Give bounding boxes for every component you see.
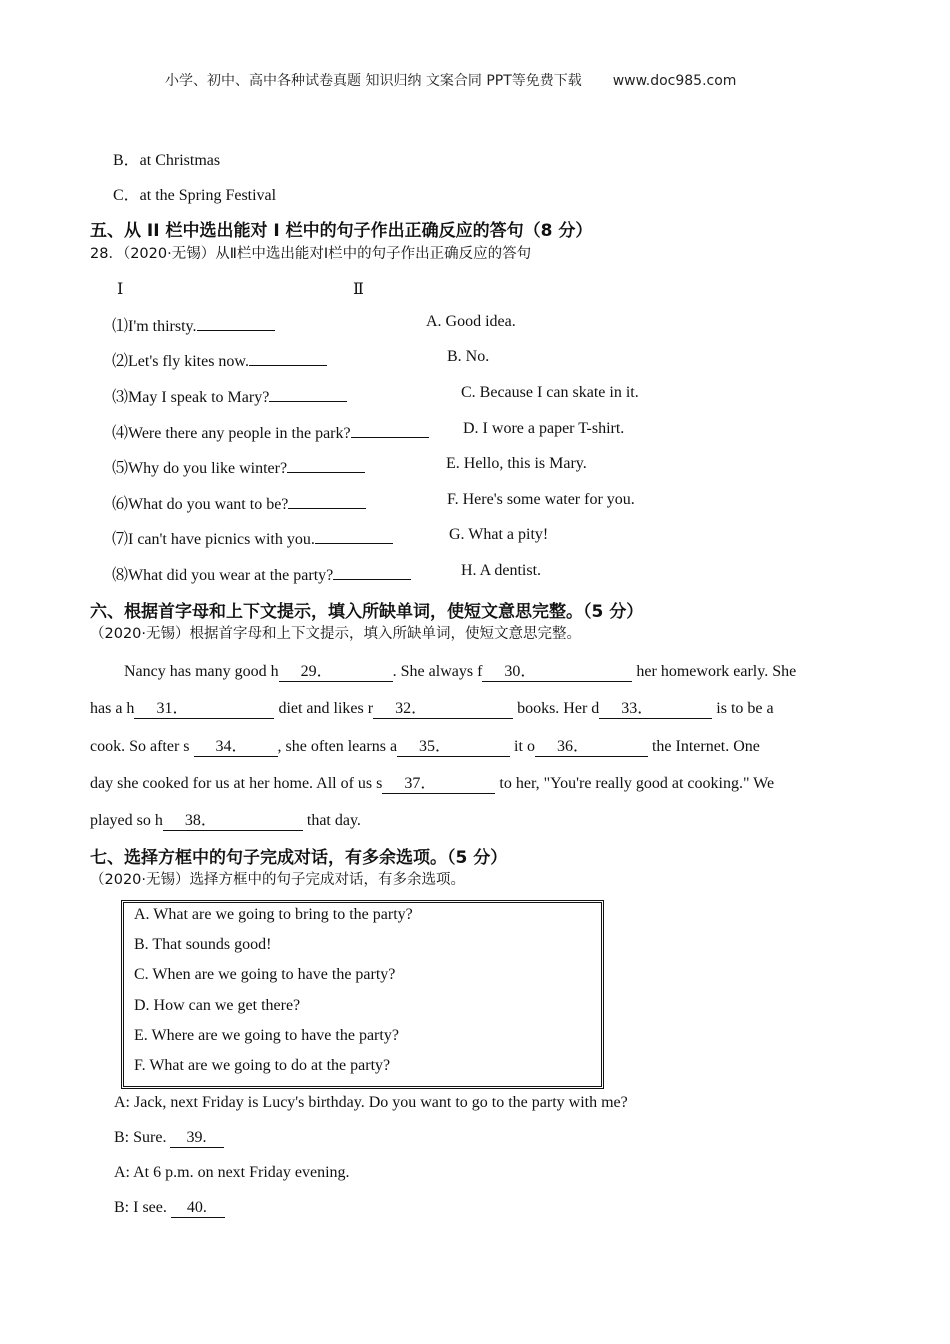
- passage-line-2: has a h 31． diet and likes r 32． books. Her d 33． is to be a: [90, 695, 774, 719]
- passage-line-4: day she cooked for us at her home. All of us s 37． to her, "You're really good at cooking." We: [90, 770, 774, 794]
- blank-38[interactable]: 38．: [163, 807, 303, 831]
- blank-40[interactable]: 40.: [171, 1199, 225, 1218]
- box-option-a: A. What are we going to bring to the party?: [134, 906, 413, 923]
- match-option-f: F. Here's some water for you.: [447, 491, 635, 508]
- dialogue-line-4: B: I see. 40.: [114, 1199, 225, 1218]
- match-item-4: ⑷Were there any people in the park?: [112, 420, 429, 443]
- blank-35[interactable]: 35．: [397, 733, 510, 757]
- option-b: B．at Christmas: [113, 152, 221, 169]
- match-item-2: ⑵Let's fly kites now.: [112, 348, 327, 371]
- dialogue-line-2: B: Sure. 39.: [114, 1129, 224, 1148]
- blank-32[interactable]: 32．: [373, 695, 513, 719]
- section7-title: 七、选择方框中的句子完成对话，有多余选项。（5 分）: [90, 848, 508, 868]
- answer-blank[interactable]: [288, 493, 366, 509]
- answer-blank[interactable]: [269, 386, 347, 402]
- passage-line-3: cook. So after s 34． , she often learns a 35． it o 36． the Internet. One: [90, 733, 760, 757]
- match-item-6: ⑹What do you want to be?: [112, 491, 366, 514]
- blank-29[interactable]: 29．: [279, 658, 393, 682]
- header-url: www.doc985.com: [612, 73, 737, 89]
- blank-31[interactable]: 31．: [134, 695, 274, 719]
- match-item-3: ⑶May I speak to Mary?: [112, 384, 347, 407]
- answer-blank[interactable]: [315, 528, 393, 544]
- match-option-a: A. Good idea.: [426, 313, 516, 330]
- answer-blank[interactable]: [333, 564, 411, 580]
- column-1-header: Ⅰ: [117, 281, 124, 298]
- box-option-c: C. When are we going to have the party?: [134, 966, 396, 983]
- blank-33[interactable]: 33．: [599, 695, 712, 719]
- match-item-5: ⑸Why do you like winter?: [112, 455, 365, 478]
- dialogue-line-1: A: Jack, next Friday is Lucy's birthday. Do you want to go to the party with me?: [114, 1094, 628, 1111]
- passage-line-5: played so h 38． that day.: [90, 807, 361, 831]
- box-option-d: D. How can we get there?: [134, 997, 301, 1014]
- section5-title: 五、从 II 栏中选出能对 I 栏中的句子作出正确反应的答句（8 分）: [90, 221, 593, 241]
- answer-blank[interactable]: [287, 457, 365, 473]
- answer-blank[interactable]: [249, 350, 327, 366]
- match-option-h: H. A dentist.: [461, 562, 542, 579]
- column-2-header: Ⅱ: [353, 281, 364, 298]
- section5-source: 28．（2020·无锡）从Ⅱ栏中选出能对Ⅰ栏中的句子作出正确反应的答句: [90, 246, 532, 262]
- blank-37[interactable]: 37．: [382, 770, 495, 794]
- box-option-e: E. Where are we going to have the party?: [134, 1027, 399, 1044]
- dialogue-line-3: A: At 6 p.m. on next Friday evening.: [114, 1164, 350, 1181]
- match-option-g: G. What a pity!: [449, 526, 549, 543]
- header-text: 小学、初中、高中各种试卷真题 知识归纳 文案合同 PPT等免费下载: [165, 73, 582, 89]
- match-item-1: ⑴I'm thirsty.: [112, 313, 275, 336]
- section7-source: （2020·无锡）选择方框中的句子完成对话，有多余选项。: [90, 872, 466, 888]
- page-header: [165, 70, 736, 90]
- blank-34[interactable]: 34．: [194, 733, 278, 757]
- blank-39[interactable]: 39.: [170, 1129, 224, 1148]
- section6-title: 六、根据首字母和上下文提示，填入所缺单词，使短文意思完整。（5 分）: [90, 602, 644, 622]
- box-option-b: B. That sounds good!: [134, 936, 272, 953]
- section6-source: （2020·无锡）根据首字母和上下文提示，填入所缺单词，使短文意思完整。: [90, 626, 582, 642]
- match-option-d: D. I wore a paper T-shirt.: [463, 420, 625, 437]
- option-c: C．at the Spring Festival: [113, 187, 277, 204]
- match-option-e: E. Hello, this is Mary.: [446, 455, 587, 472]
- answer-blank[interactable]: [197, 315, 275, 331]
- match-option-b: B. No.: [447, 348, 490, 365]
- answer-blank[interactable]: [351, 422, 429, 438]
- blank-30[interactable]: 30．: [482, 658, 632, 682]
- match-option-c: C. Because I can skate in it.: [461, 384, 639, 401]
- blank-36[interactable]: 36．: [535, 733, 648, 757]
- match-item-8: ⑻What did you wear at the party?: [112, 562, 411, 585]
- box-option-f: F. What are we going to do at the party?: [134, 1057, 391, 1074]
- passage-line-1: Nancy has many good h 29． . She always f 30． her homework early. She: [124, 658, 796, 682]
- match-item-7: ⑺I can't have picnics with you.: [112, 526, 393, 549]
